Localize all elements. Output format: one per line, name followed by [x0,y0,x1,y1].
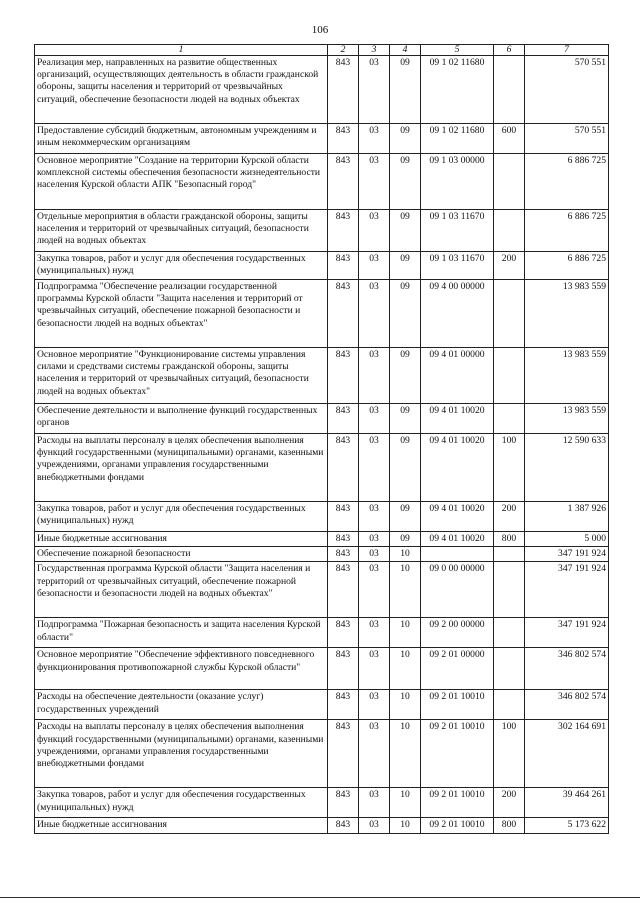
code-ministry: 843 [328,562,359,618]
code-target-article: 09 0 00 00000 [421,562,494,618]
code-ministry: 843 [328,788,359,818]
row-amount: 12 590 633 [525,434,609,502]
code-subsection: 09 [390,210,421,252]
code-ministry: 843 [328,818,359,833]
code-target-article: 09 4 01 00000 [421,348,494,404]
code-expense-type: 100 [494,434,525,502]
code-expense-type [494,154,525,210]
header-cell-1: 1 [35,45,328,56]
code-expense-type: 200 [494,788,525,818]
code-subsection: 10 [390,562,421,618]
code-expense-type [494,618,525,648]
code-expense-type [494,562,525,618]
code-ministry: 843 [328,720,359,788]
row-description: Отдельные мероприятия в области гражданской обороны, защиты населения и территорий от чрезвычайных ситуаций, безопасности людей на водных объектах [35,210,328,252]
code-section: 03 [359,348,390,404]
code-subsection: 09 [390,532,421,547]
row-description: Обеспечение деятельности и выполнение функций государственных органов [35,404,328,434]
budget-table [34,44,609,834]
table-row [35,154,609,210]
code-subsection: 10 [390,720,421,788]
code-ministry: 843 [328,690,359,720]
code-target-article: 09 4 00 00000 [421,280,494,348]
code-ministry: 843 [328,56,359,124]
code-ministry: 843 [328,280,359,348]
table-row [35,547,609,562]
code-expense-type: 200 [494,502,525,532]
code-expense-type: 600 [494,124,525,154]
code-target-article: 09 4 01 10020 [421,434,494,502]
row-description: Государственная программа Курской области "Защита населения и территорий от чрезвычайных ситуаций, обеспечение пожарной безопасности и безопасности людей на водных объектах" [35,562,328,618]
table-row [35,648,609,690]
code-subsection: 10 [390,648,421,690]
row-amount: 302 164 691 [525,720,609,788]
code-section: 03 [359,210,390,252]
code-section: 03 [359,502,390,532]
table-row [35,720,609,788]
row-description: Основное мероприятие "Создание на территории Курской области комплексной системы обеспечения безопасности жизнедеятельности населения Курской области АПК "Безопасный город" [35,154,328,210]
row-amount: 5 000 [525,532,609,547]
row-description: Расходы на выплаты персоналу в целях обеспечения выполнения функций государственными (муниципальными) органами, казенными учреждениями, органами управления государственными внебюджетными фондами [35,720,328,788]
code-section: 03 [359,562,390,618]
header-cell-3: 3 [359,45,390,56]
row-amount: 39 464 261 [525,788,609,818]
code-subsection: 09 [390,124,421,154]
row-description: Закупка товаров, работ и услуг для обеспечения государственных (муниципальных) нужд [35,252,328,280]
table-row [35,532,609,547]
header-cell-5: 5 [421,45,494,56]
code-section: 03 [359,154,390,210]
code-target-article: 09 2 00 00000 [421,618,494,648]
code-section: 03 [359,434,390,502]
row-description: Закупка товаров, работ и услуг для обеспечения государственных (муниципальных) нужд [35,502,328,532]
code-subsection: 10 [390,618,421,648]
row-description: Иные бюджетные ассигнования [35,532,328,547]
row-amount: 13 983 559 [525,348,609,404]
row-amount: 347 191 924 [525,562,609,618]
code-expense-type [494,210,525,252]
code-target-article: 09 1 03 11670 [421,210,494,252]
row-amount: 570 551 [525,124,609,154]
table-row [35,56,609,124]
table-row [35,348,609,404]
table-row [35,124,609,154]
code-section: 03 [359,404,390,434]
header-cell-7: 7 [525,45,609,56]
code-target-article: 09 4 01 10020 [421,532,494,547]
row-amount: 6 886 725 [525,252,609,280]
code-subsection: 09 [390,348,421,404]
code-expense-type: 800 [494,818,525,833]
code-target-article: 09 2 01 00000 [421,648,494,690]
code-subsection: 09 [390,154,421,210]
table-row [35,562,609,618]
code-target-article: 09 2 01 10010 [421,788,494,818]
code-target-article: 09 1 03 00000 [421,154,494,210]
row-amount: 346 802 574 [525,648,609,690]
code-section: 03 [359,648,390,690]
code-section: 03 [359,547,390,562]
row-amount: 13 983 559 [525,280,609,348]
row-description: Подпрограмма "Пожарная безопасность и защита населения Курской области" [35,618,328,648]
table-row [35,404,609,434]
code-subsection: 10 [390,818,421,833]
page-number: 106 [311,24,329,36]
row-amount: 13 983 559 [525,404,609,434]
code-ministry: 843 [328,252,359,280]
code-section: 03 [359,532,390,547]
code-expense-type [494,56,525,124]
code-target-article: 09 4 01 10020 [421,502,494,532]
table-row [35,252,609,280]
row-amount: 570 551 [525,56,609,124]
code-expense-type: 200 [494,252,525,280]
code-subsection: 10 [390,690,421,720]
code-expense-type [494,690,525,720]
code-ministry: 843 [328,154,359,210]
code-subsection: 09 [390,252,421,280]
code-ministry: 843 [328,348,359,404]
code-target-article: 09 2 01 10010 [421,690,494,720]
code-ministry: 843 [328,618,359,648]
row-amount: 346 802 574 [525,690,609,720]
table-row [35,788,609,818]
code-subsection: 10 [390,788,421,818]
code-expense-type [494,280,525,348]
row-amount: 5 173 622 [525,818,609,833]
page-bottom-rule [0,897,640,898]
header-cell-6: 6 [494,45,525,56]
row-description: Основное мероприятие "Функционирование системы управления силами и средствами системы гражданской обороны, защиты населения и территорий от чрезвычайных ситуаций, безопасности людей на водных объектах" [35,348,328,404]
code-subsection: 09 [390,502,421,532]
code-ministry: 843 [328,124,359,154]
row-description: Подпрограмма "Обеспечение реализации государственной программы Курской области "Защита населения и территорий от чрезвычайных ситуаций, обеспечение пожарной безопасности и безопасности людей на водных объектах" [35,280,328,348]
code-ministry: 843 [328,434,359,502]
code-subsection: 10 [390,547,421,562]
row-description: Предоставление субсидий бюджетным, автономным учреждениям и иным некоммерческим организациям [35,124,328,154]
header-cell-4: 4 [390,45,421,56]
code-ministry: 843 [328,404,359,434]
code-expense-type [494,404,525,434]
code-target-article [421,547,494,562]
row-description: Закупка товаров, работ и услуг для обеспечения государственных (муниципальных) нужд [35,788,328,818]
table-row [35,502,609,532]
header-cell-2: 2 [328,45,359,56]
row-amount: 1 387 926 [525,502,609,532]
table-row [35,434,609,502]
code-subsection: 09 [390,434,421,502]
code-section: 03 [359,788,390,818]
code-target-article: 09 1 02 11680 [421,124,494,154]
code-target-article: 09 2 01 10010 [421,720,494,788]
row-amount: 347 191 924 [525,618,609,648]
row-amount: 347 191 924 [525,547,609,562]
code-section: 03 [359,280,390,348]
table-row [35,818,609,833]
code-expense-type [494,648,525,690]
code-ministry: 843 [328,210,359,252]
code-expense-type: 800 [494,532,525,547]
code-subsection: 09 [390,404,421,434]
code-subsection: 09 [390,56,421,124]
code-target-article: 09 2 01 10010 [421,818,494,833]
code-ministry: 843 [328,502,359,532]
table-row [35,618,609,648]
code-expense-type [494,348,525,404]
row-description: Обеспечение пожарной безопасности [35,547,328,562]
code-section: 03 [359,618,390,648]
code-ministry: 843 [328,648,359,690]
code-target-article: 09 1 03 11670 [421,252,494,280]
table-row [35,690,609,720]
row-amount: 6 886 725 [525,154,609,210]
code-section: 03 [359,720,390,788]
code-section: 03 [359,56,390,124]
row-description: Расходы на обеспечение деятельности (оказание услуг) государственных учреждений [35,690,328,720]
code-section: 03 [359,818,390,833]
code-section: 03 [359,690,390,720]
row-description: Реализация мер, направленных на развитие общественных организаций, осуществляющих деятельность в области гражданской обороны, защиты населения и территорий от чрезвычайных ситуаций, обеспечение безопасности людей на водных объектах [35,56,328,124]
row-description: Иные бюджетные ассигнования [35,818,328,833]
header-row [35,45,609,56]
code-expense-type [494,547,525,562]
code-ministry: 843 [328,532,359,547]
code-target-article: 09 4 01 10020 [421,404,494,434]
row-amount: 6 886 725 [525,210,609,252]
code-section: 03 [359,124,390,154]
code-ministry: 843 [328,547,359,562]
table-row [35,280,609,348]
table-row [35,210,609,252]
code-section: 03 [359,252,390,280]
row-description: Основное мероприятие "Обеспечение эффективного повседневного функционирования противопожарной службы Курской области" [35,648,328,690]
row-description: Расходы на выплаты персоналу в целях обеспечения выполнения функций государственными (муниципальными) органами, казенными учреждениями, органами управления государственными внебюджетными фондами [35,434,328,502]
code-target-article: 09 1 02 11680 [421,56,494,124]
code-expense-type: 100 [494,720,525,788]
code-subsection: 09 [390,280,421,348]
